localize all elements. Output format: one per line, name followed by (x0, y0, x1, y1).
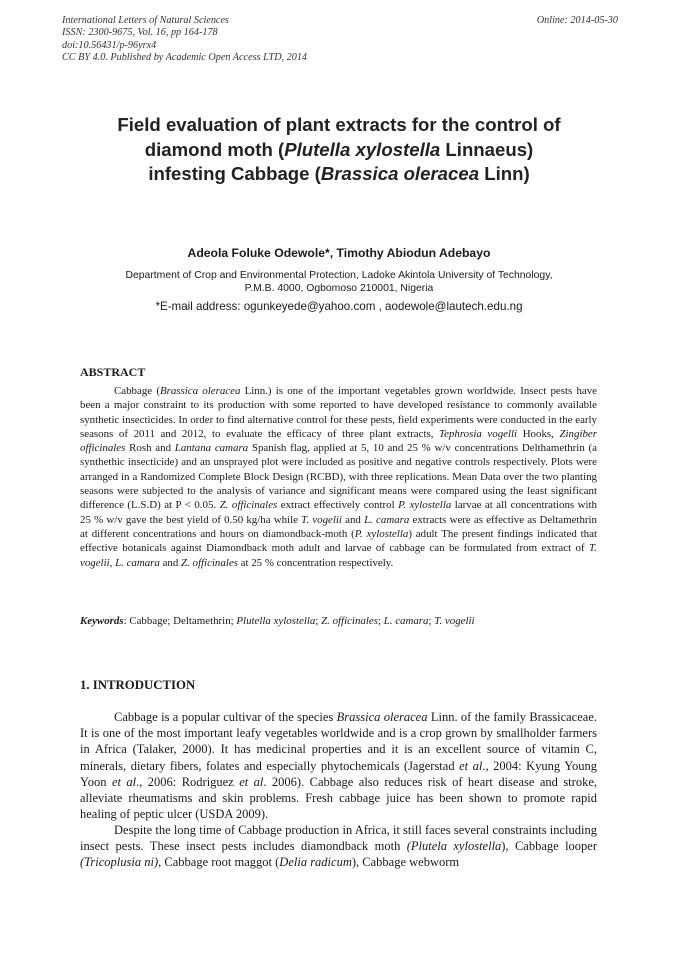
affiliation: Department of Crop and Environmental Protection, Ladoke Akintola University of Technology, P.M.B. 4000, Ogbomoso 210001, Nigeria (125, 270, 553, 294)
author-list: Adeola Foluke Odewole*, Timothy Abiodun Adebayo (187, 246, 491, 260)
issn-line: ISSN: 2300-9675, Vol. 16, pp 164-178 (62, 27, 218, 39)
journal-name: International Letters of Natural Sciences (62, 15, 229, 26)
title-line-3: infesting Cabbage (Brassica oleracea Linn) (148, 163, 530, 184)
introduction-paragraph-1: Cabbage is a popular cultivar of the species Brassica oleracea Linn. of the family Brassicaceae. It is one of the most important leafy vegetables worldwide and is a crop grown by smallholder farmers in Africa (Talaker, 2000). It has medicinal properties and it is an excellent source of vitamin C, minerals, dietary fibers, folates and especially phytochemicals (Jagerstad et al., 2004: Kyung Young Yoon et al., 2006: Rodriguez et al. 2006). Cabbage also reduces risk of heart disease and stroke, alleviate rheumatisms and skin problems. Fresh cabbage juice has been shown to promote rapid healing of peptic ulcer (USDA 2009). (80, 710, 598, 822)
title-line-1: Field evaluation of plant extracts for the control of (117, 114, 561, 135)
email-address: *E-mail address: ogunkeyede@yahoo.com , aodewole@lautech.edu.ng (155, 300, 523, 313)
abstract-heading: ABSTRACT (80, 365, 146, 379)
online-date: Online: 2014-05-30 (536, 15, 618, 26)
keywords-line: Keywords: Cabbage; Deltamethrin; Plutella xylostella; Z. officinales; L. camara; T. vogelii (80, 615, 475, 627)
paper-title (40, 113, 638, 187)
journal-header (62, 15, 618, 64)
introduction-heading: 1. INTRODUCTION (80, 678, 196, 692)
doi-line: doi:10.56431/p-96yrx4 (62, 39, 157, 51)
license-line: CC BY 4.0. Published by Academic Open Access LTD, 2014 (62, 51, 308, 63)
introduction-paragraph-2: Despite the long time of Cabbage production in Africa, it still faces several constraints including insect pests. These insect pests includes diamondback moth (Plutela xylostella), Cabbage looper (Tricoplusia ni), Cabbage root maggot (Delia radicum), Cabbage webworm (80, 823, 597, 870)
title-line-2: diamond moth (Plutella xylostella Linnaeus) (144, 138, 534, 160)
abstract-text: Cabbage (Brassica oleracea Linn.) is one of the important vegetables grown worldwide. Insect pests have been a major constraint to its production with some reported to have developed resistance to commonly available synthetic insecticides. In order to find alternative control for these pests, field experiments were conducted in the early seasons of 2011 and 2012, to evaluate the efficacy of three plant extracts, Tephrosia vogelli Hooks, Zingiber officinales Rosh and Lantana camara Spanish flag, applied at 5, 10 and 25 % w/v concentrations Delthamethrin (a synthethic insecticide) and an unsprayed plot were included as positive and negative controls respectively. Plots were arranged in a Randomized Complete Block Design (RCBD), with three replications. Mean Data over the two planting seasons were subjected to the analysis of variance and significant means were compared using the least significant difference (L.S.D) at P < 0.05. Z. officinales extract effectively control P. xylostella larvae at all concentrations with 25 % w/v gave the best yield of 0.50 kg/ha while T. vogelii and L. camara extracts were as effective as Deltamethrin at different concentrations and hours on diamondback-moth (P. xylostella) adult The present findings indicated that effective botanicals against Diamondback moth adult and larvae of cabbage can be formulated from extract of T. vogelii, L. camara and Z. officinales at 25 % concentration respectively. (80, 385, 598, 569)
